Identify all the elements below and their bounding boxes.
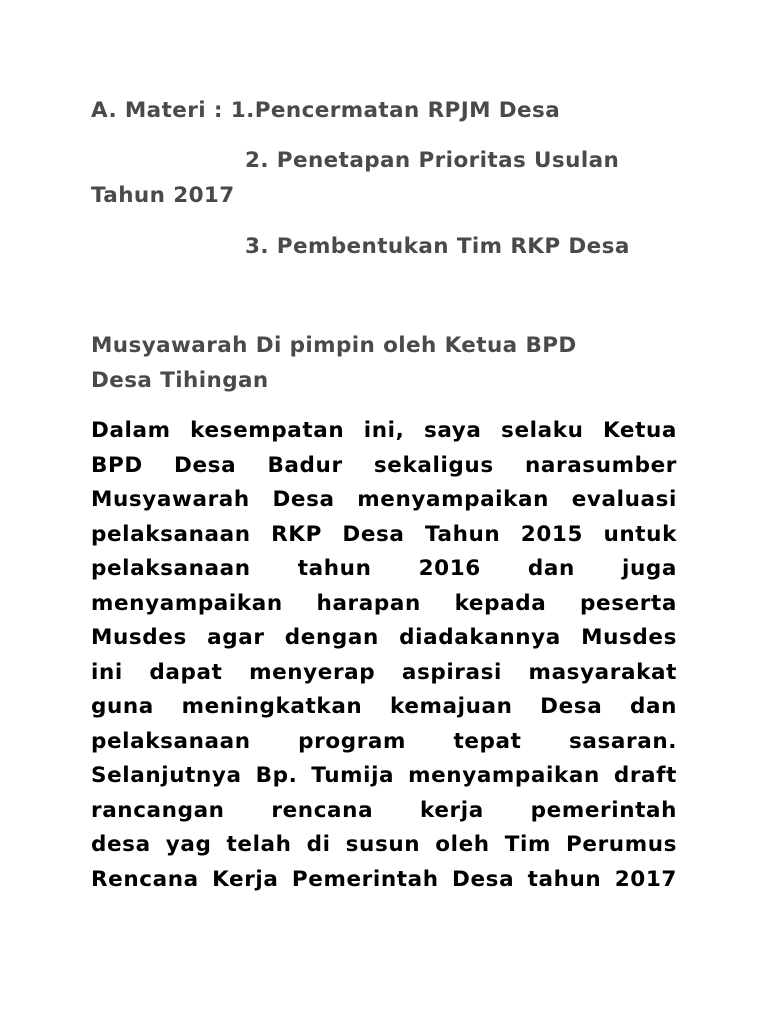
body-line: pelaksanaan tahun 2016 dan juga (91, 556, 677, 581)
musyawarah-heading-line-1: Musyawarah Di pimpin oleh Ketua BPD (91, 333, 577, 358)
body-line: rancangan rencana kerja pemerintah (91, 797, 677, 823)
body-line: desa yag telah di susun oleh Tim Perumus (91, 832, 677, 857)
body-line: guna meningkatkan kemajuan Desa dan (91, 694, 677, 719)
materi-item-2-line-1: 2. Penetapan Prioritas Usulan (245, 148, 620, 173)
body-line: Dalam kesempatan ini, saya selaku Ketua (91, 418, 677, 443)
musyawarah-heading (91, 328, 677, 398)
materi-item-1: A. Materi : 1.Pencermatan RPJM Desa (91, 98, 561, 123)
body-line: pelaksanaan RKP Desa Tahun 2015 untuk (91, 521, 677, 547)
materi-item-2-line-2: Tahun 2017 (91, 183, 235, 208)
document-page (91, 93, 677, 897)
body-line: BPD Desa Badur sekaligus narasumber (91, 452, 677, 478)
body-line: Musdes agar dengan diadakannya Musdes (91, 625, 677, 650)
materi-item-3: 3. Pembentukan Tim RKP Desa (245, 234, 630, 259)
body-line: ini dapat menyerap aspirasi masyarakat (91, 659, 677, 685)
musyawarah-heading-line-2: Desa Tihingan (91, 368, 269, 393)
body-line: menyampaikan harapan kepada peserta (91, 590, 677, 616)
body-line: Selanjutnya Bp. Tumija menyampaikan draft (91, 763, 677, 788)
body-line: Musyawarah Desa menyampaikan evaluasi (91, 487, 677, 512)
body-line: pelaksanaan program tepat sasaran. (91, 728, 677, 754)
body-line: Rencana Kerja Pemerintah Desa tahun 2017 (91, 866, 677, 892)
body-paragraph (91, 414, 677, 897)
materi-item-2 (91, 143, 677, 213)
